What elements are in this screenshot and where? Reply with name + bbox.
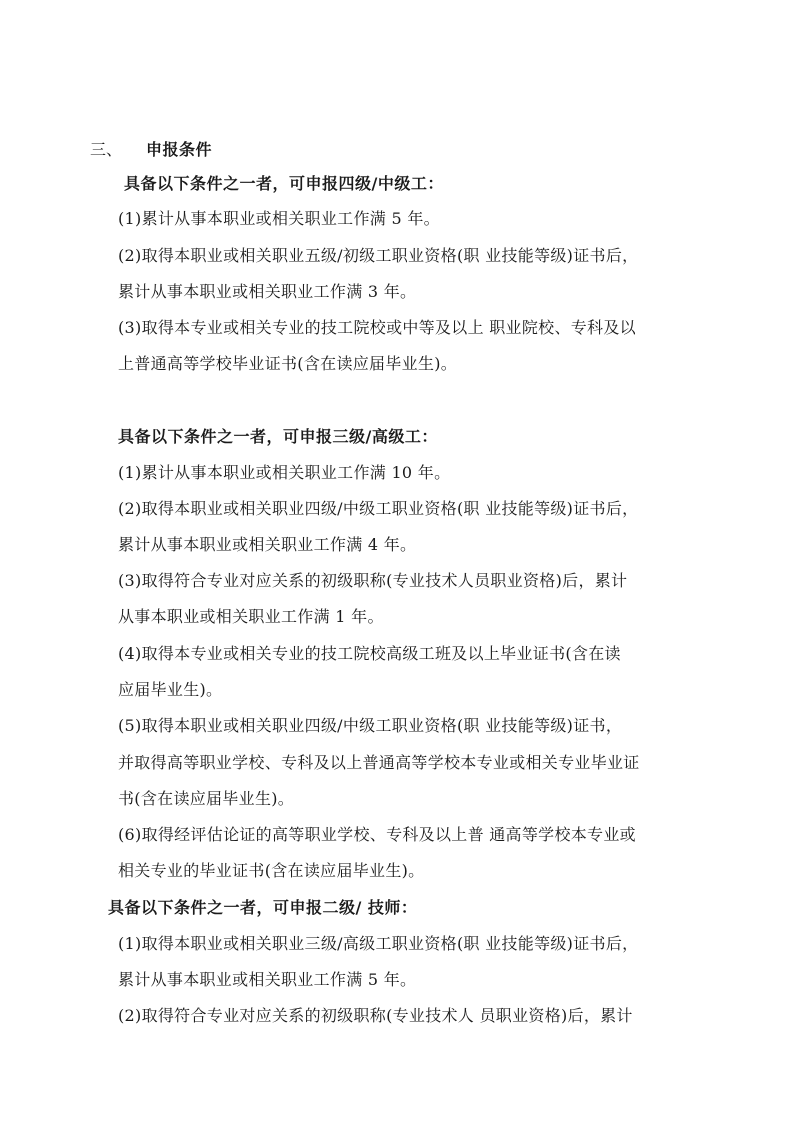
level3-line: 并取得高等职业学校、专科及以上普通高等学校本专业或相关专业毕业证 [118, 753, 640, 772]
level3-heading: 具备以下条件之一者，可申报三级/高级工： [118, 427, 438, 446]
level4-line: 上普通高等学校毕业证书(含在读应届毕业生)。 [118, 354, 458, 373]
level4-heading: 具备以下条件之一者，可申报四级/中级工： [124, 174, 444, 193]
level3-line: 从事本职业或相关职业工作满 1 年。 [118, 607, 384, 626]
level3-line: 累计从事本职业或相关职业工作满 4 年。 [118, 535, 417, 554]
section-title: 申报条件 [146, 140, 213, 159]
level2-line: 累计从事本职业或相关职业工作满 5 年。 [118, 970, 417, 989]
level3-line: 应届毕业生)。 [118, 680, 223, 699]
level3-line: (3)取得符合专业对应关系的初级职称(专业技术人员职业资格)后，累计 [118, 571, 628, 590]
level3-line: 相关专业的毕业证书(含在读应届毕业生)。 [118, 861, 425, 880]
level4-line: (1)累计从事本职业或相关职业工作满 5 年。 [118, 209, 440, 228]
level3-line: (2)取得本职业或相关职业四级/中级工职业资格(职 业技能等级)证书后， [118, 499, 639, 518]
level4-line: 累计从事本职业或相关职业工作满 3 年。 [118, 282, 417, 301]
section-number: 三、 [90, 140, 123, 159]
level3-line: (5)取得本职业或相关职业四级/中级工职业资格(职 业技能等级)证书， [118, 716, 623, 735]
level3-line: 书(含在读应届毕业生)。 [118, 789, 295, 808]
level2-line: (1)取得本职业或相关职业三级/高级工职业资格(职 业技能等级)证书后， [118, 934, 639, 953]
level3-line: (1)累计从事本职业或相关职业工作满 10 年。 [118, 463, 451, 482]
level4-line: (2)取得本职业或相关职业五级/初级工职业资格(职 业技能等级)证书后， [118, 246, 639, 265]
level2-heading: 具备以下条件之一者，可申报二级/ 技师： [108, 898, 418, 917]
level3-line: (6)取得经评估论证的高等职业学校、专科及以上普 通高等学校本专业或 [118, 825, 636, 844]
level2-line: (2)取得符合专业对应关系的初级职称(专业技术人 员职业资格)后，累计 [118, 1006, 633, 1025]
level3-line: (4)取得本专业或相关专业的技工院校高级工班及以上毕业证书(含在读 [118, 644, 621, 663]
level4-line: (3)取得本专业或相关专业的技工院校或中等及以上 职业院校、专科及以 [118, 318, 636, 337]
